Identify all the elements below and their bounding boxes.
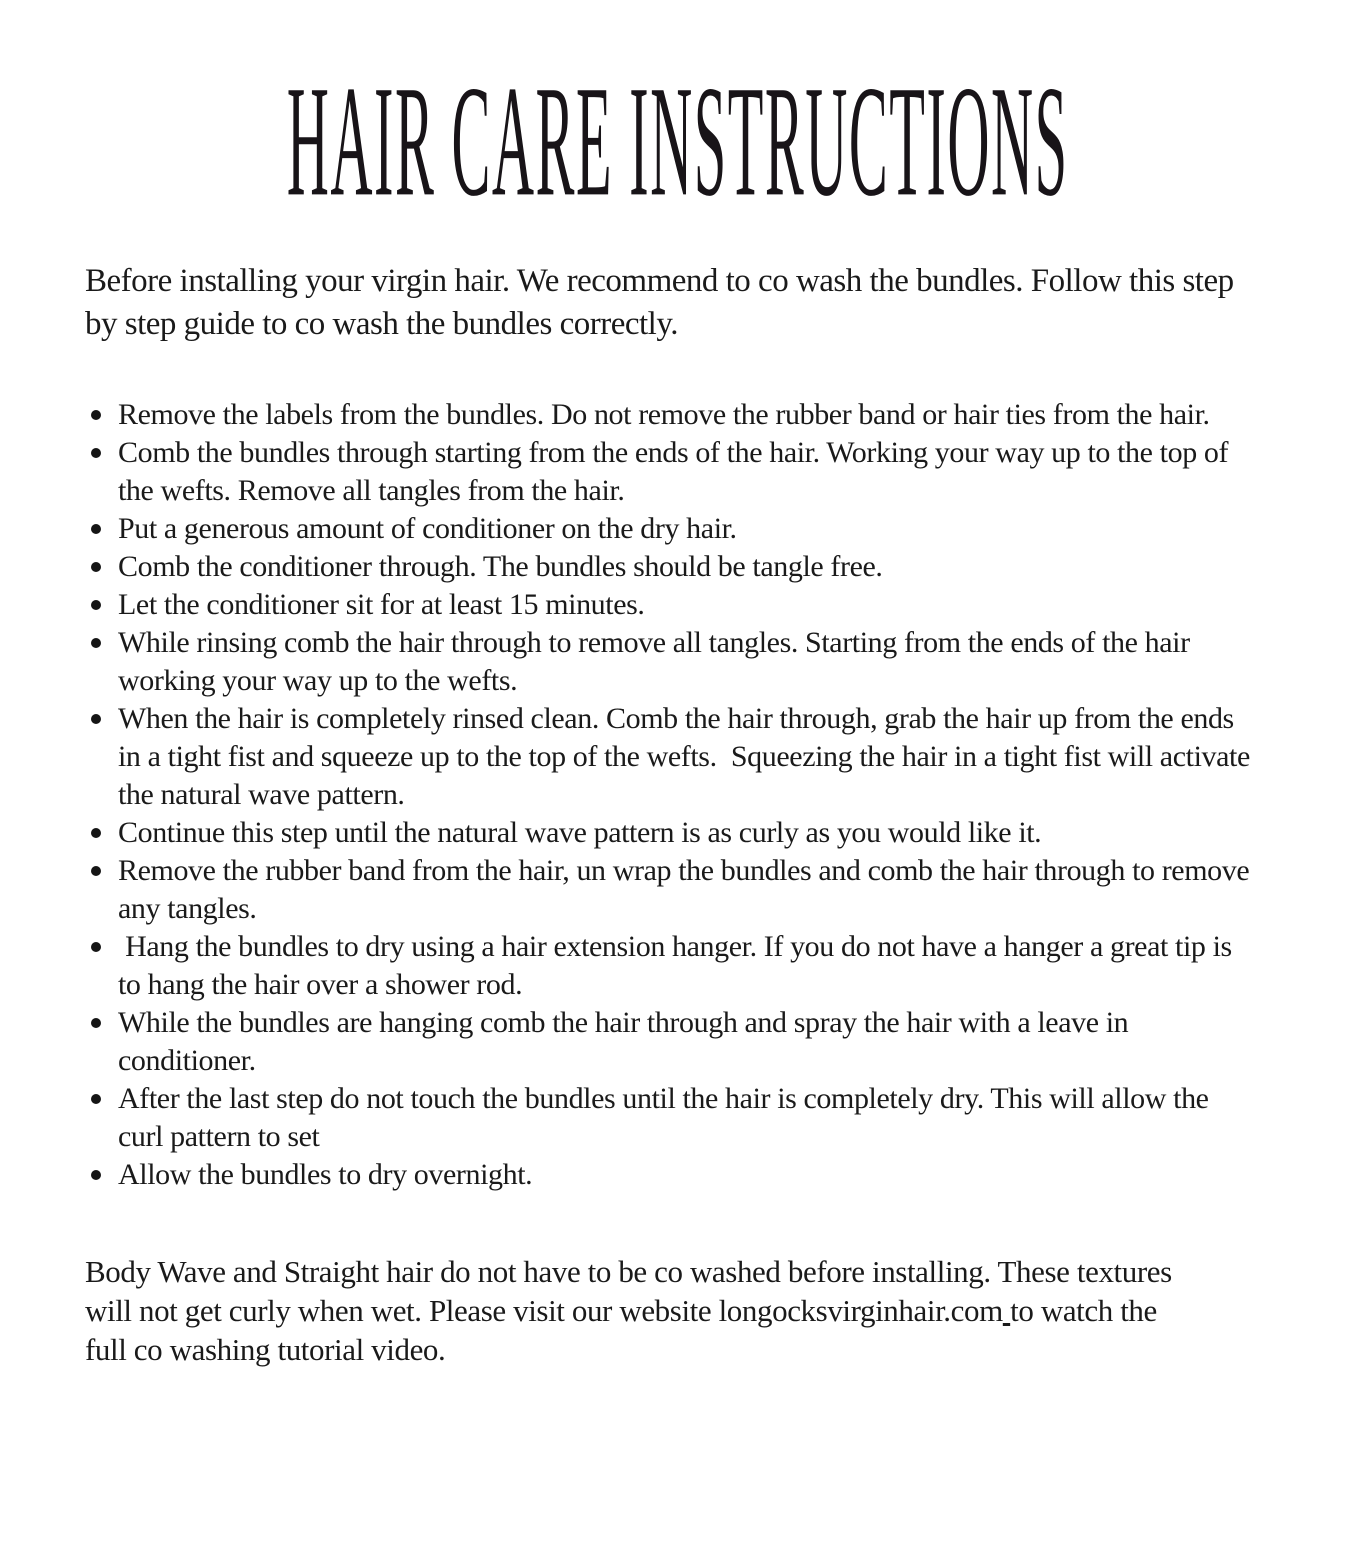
- bullet-icon: [91, 714, 101, 724]
- step-text: Remove the rubber band from the hair, un wrap the bundles and comb the hair through to remove any tangles.: [118, 854, 1257, 925]
- bullet-icon: [91, 600, 101, 610]
- bullet-icon: [91, 866, 101, 876]
- website-text: longocksvirginhair.com: [718, 1293, 1003, 1328]
- list-item: [85, 548, 1260, 586]
- list-item: [85, 434, 1260, 510]
- document-page: [0, 55, 1356, 1565]
- footer-text-before: Body Wave and Straight hair do not have to be co washed before installing. These textures will not get curly when wet. Please visit our website: [85, 1254, 1180, 1328]
- list-item: [85, 1080, 1260, 1156]
- bullet-icon: [91, 1094, 101, 1104]
- list-item: [85, 1156, 1260, 1194]
- step-text: Let the conditioner sit for at least 15 minutes.: [118, 588, 645, 621]
- document-title-text: HAIR CARE INSTRUCTIONS: [287, 53, 1069, 230]
- step-text: While rinsing comb the hair through to remove all tangles. Starting from the ends of the hair working your way up to the wefts.: [118, 626, 1197, 697]
- bullet-icon: [91, 942, 101, 952]
- intro-paragraph: Before installing your virgin hair. We recommend to co wash the bundles. Follow this step by step guide to co wash the bundles correctly.: [85, 263, 1242, 342]
- step-text: Comb the conditioner through. The bundles should be tangle free.: [118, 550, 883, 583]
- list-item: [85, 510, 1260, 548]
- step-text: While the bundles are hanging comb the hair through and spray the hair with a leave in conditioner.: [118, 1006, 1136, 1077]
- bullet-icon: [91, 1170, 101, 1180]
- footer-paragraph: [85, 1252, 1205, 1369]
- footer-text-after: to watch the full co washing tutorial video.: [85, 1293, 1165, 1367]
- step-text: Continue this step until the natural wave pattern is as curly as you would like it.: [118, 816, 1042, 849]
- bullet-icon: [91, 1018, 101, 1028]
- list-item: [85, 396, 1260, 434]
- bullet-icon: [91, 524, 101, 534]
- step-text: Hang the bundles to dry using a hair extension hanger. If you do not have a hanger a great tip is to hang the hair over a shower rod.: [118, 930, 1239, 1001]
- list-item: [85, 852, 1260, 928]
- document-title: [85, 55, 1271, 230]
- step-text: When the hair is completely rinsed clean. Comb the hair through, grab the hair up from the ends in a tight fist and squeeze up to the top of the wefts. Squeezing the hair in a tight fist will activate the natural wave pattern.: [118, 702, 1257, 811]
- bullet-icon: [91, 562, 101, 572]
- list-item: [85, 700, 1260, 814]
- bullet-icon: [91, 638, 101, 648]
- list-item: [85, 1004, 1260, 1080]
- step-text: Allow the bundles to dry overnight.: [118, 1158, 533, 1191]
- bullet-icon: [91, 410, 101, 420]
- list-item: [85, 624, 1260, 700]
- bullet-icon: [91, 828, 101, 838]
- bullet-icon: [91, 448, 101, 458]
- list-item: [85, 928, 1260, 1004]
- step-text: Remove the labels from the bundles. Do not remove the rubber band or hair ties from the hair.: [118, 398, 1210, 431]
- step-text: Put a generous amount of conditioner on the dry hair.: [118, 512, 737, 545]
- instructions-list: [85, 396, 1260, 1194]
- step-text: Comb the bundles through starting from the ends of the hair. Working your way up to the top of the wefts. Remove all tangles from the hair.: [118, 436, 1236, 507]
- list-item: [85, 814, 1260, 852]
- list-item: [85, 586, 1260, 624]
- step-text: After the last step do not touch the bundles until the hair is completely dry. This will allow the curl pattern to set: [118, 1082, 1216, 1153]
